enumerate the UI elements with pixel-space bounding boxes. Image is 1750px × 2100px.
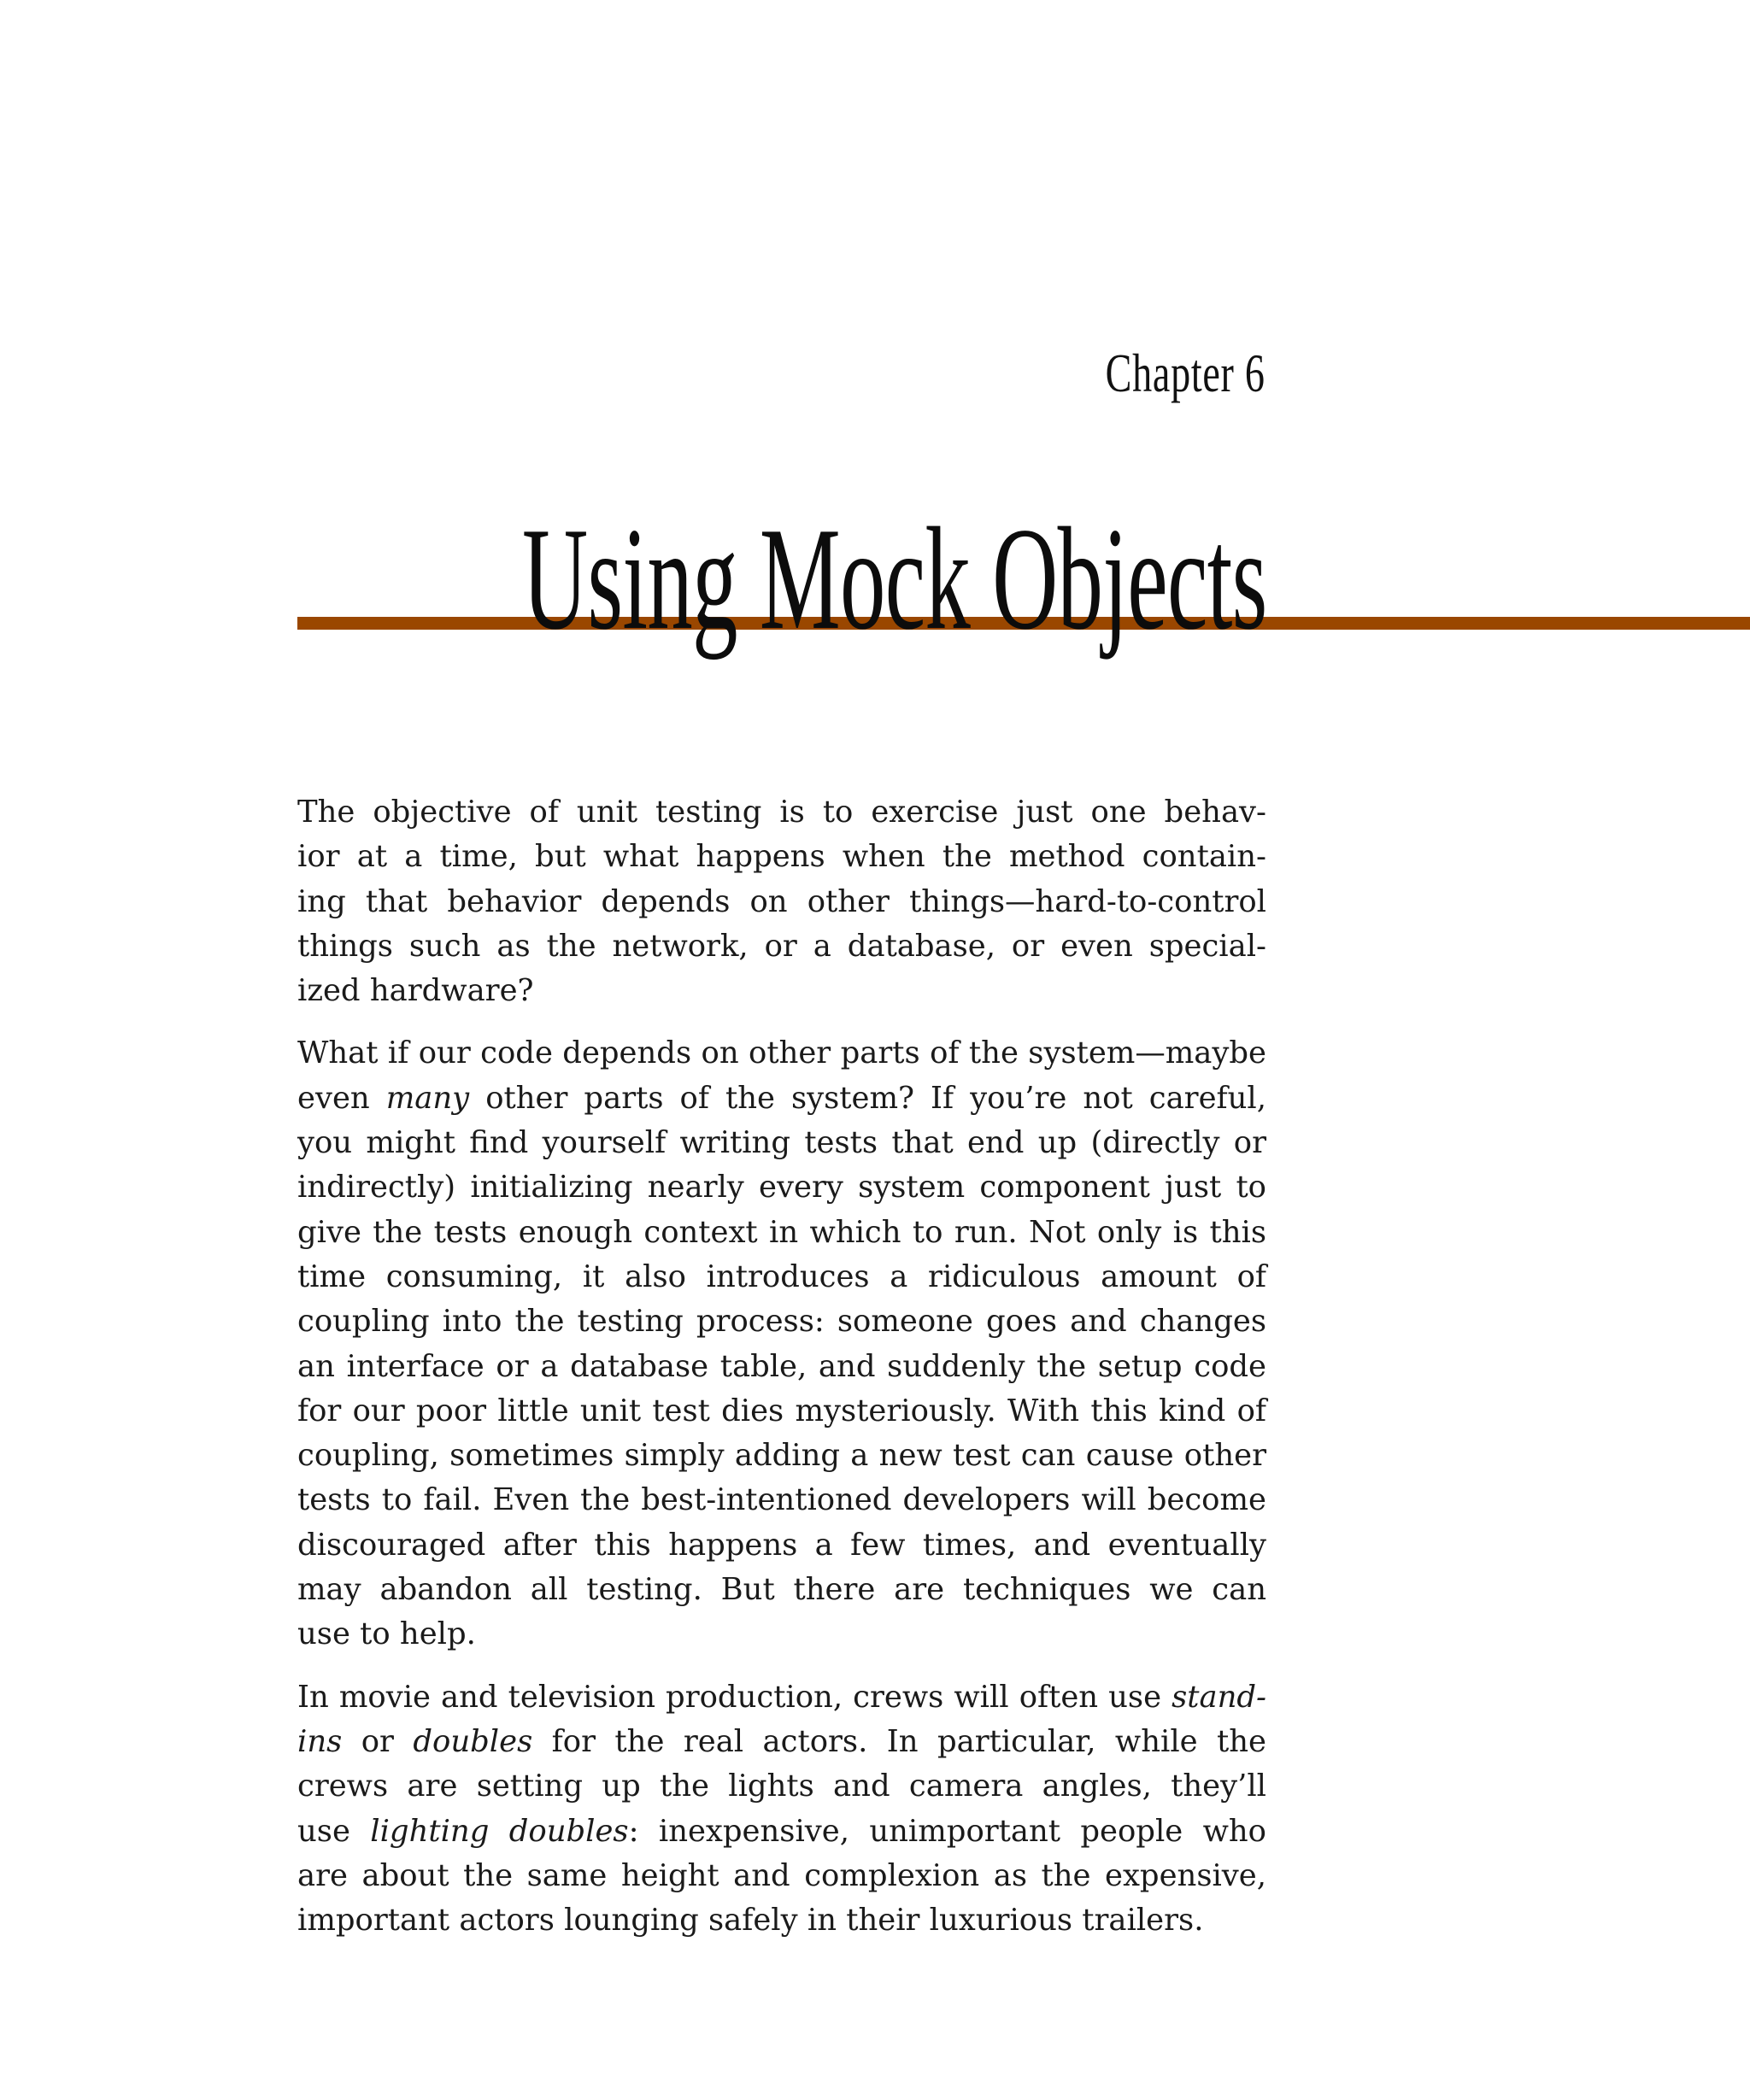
paragraph-3 bbox=[297, 1675, 1266, 1944]
text-line: are about the same height and complexion as the expensive, bbox=[297, 1857, 1266, 1893]
text-line: coupling into the testing process: someone goes and changes bbox=[297, 1304, 1266, 1340]
emphasis: many bbox=[385, 1080, 470, 1116]
chapter-title: Using Mock Objects bbox=[522, 498, 1267, 660]
text-line: give the tests enough context in which to run. Not only is this bbox=[297, 1214, 1266, 1250]
text-line: you might find yourself writing tests that end up (directly or bbox=[297, 1125, 1266, 1161]
body-text bbox=[297, 790, 1266, 1961]
paragraph-1 bbox=[297, 790, 1266, 1013]
text-line: an interface or a database table, and suddenly the setup code bbox=[297, 1348, 1266, 1384]
text-line: for our poor little unit test dies mysteriously. With this kind of bbox=[297, 1393, 1266, 1428]
text-line: The objective of unit testing is to exercise just one behav- bbox=[297, 795, 1266, 830]
text-line: discouraged after this happens a few times, and eventually bbox=[297, 1527, 1266, 1563]
text-line: indirectly) initializing nearly every system component just to bbox=[297, 1170, 1266, 1205]
emphasis: doubles bbox=[413, 1723, 533, 1759]
text-line: use to help. bbox=[297, 1616, 476, 1652]
paragraph-2 bbox=[297, 1031, 1266, 1657]
text-line: crews are setting up the lights and camera angles, they’ll bbox=[297, 1769, 1266, 1804]
text-line: even many other parts of the system? If you’re not careful, bbox=[297, 1080, 1266, 1116]
emphasis: stand- bbox=[1172, 1679, 1266, 1715]
text-line: ior at a time, but what happens when the method contain- bbox=[297, 839, 1266, 875]
text-line: important actors lounging safely in their luxurious trailers. bbox=[297, 1903, 1204, 1939]
text-line: use lighting doubles: inexpensive, unimportant people who bbox=[297, 1813, 1266, 1849]
text-line: tests to fail. Even the best-intentioned developers will become bbox=[297, 1482, 1266, 1518]
text-line: In movie and television production, crews will often use stand- bbox=[297, 1679, 1266, 1715]
text-line: coupling, sometimes simply adding a new test can cause other bbox=[297, 1438, 1266, 1474]
emphasis: ins bbox=[297, 1723, 343, 1759]
text-line: time consuming, it also introduces a ridiculous amount of bbox=[297, 1258, 1266, 1294]
text-line: things such as the network, or a database, or even special- bbox=[297, 928, 1266, 964]
text-line: may abandon all testing. But there are techniques we can bbox=[297, 1572, 1266, 1608]
text-line: What if our code depends on other parts of the system—maybe bbox=[297, 1035, 1266, 1071]
chapter-label: Chapter 6 bbox=[1106, 343, 1266, 403]
text-line: ized hardware? bbox=[297, 973, 534, 1009]
text-line: ins or doubles for the real actors. In particular, while the bbox=[297, 1723, 1266, 1759]
emphasis: lighting doubles bbox=[370, 1813, 629, 1849]
text-line: ing that behavior depends on other things—hard-to-control bbox=[297, 883, 1266, 919]
